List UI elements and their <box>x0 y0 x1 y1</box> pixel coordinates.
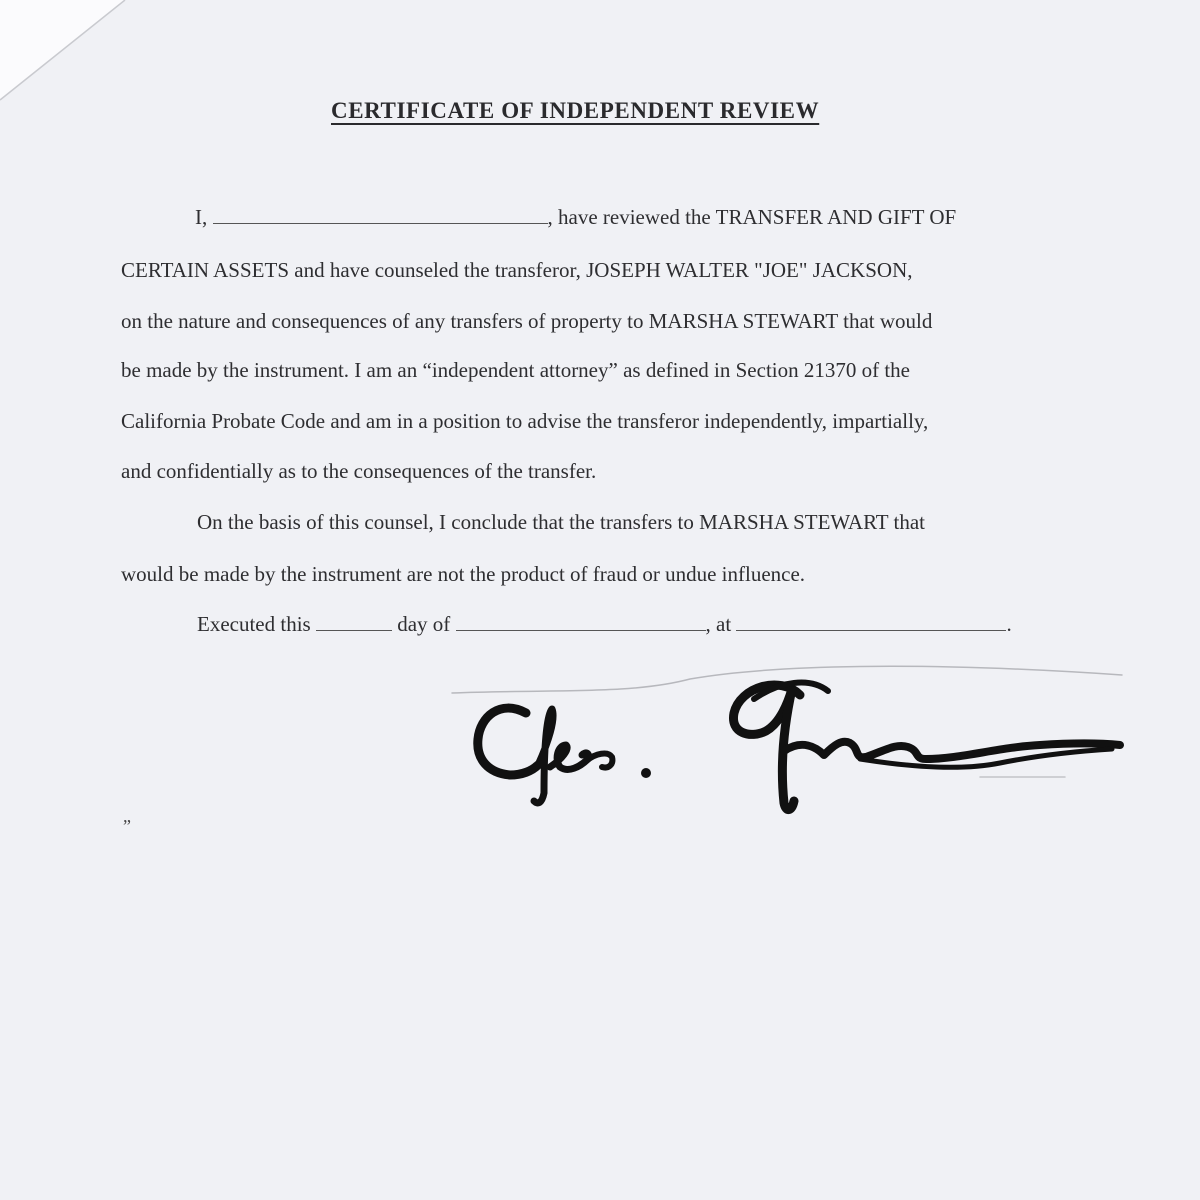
document-title: CERTIFICATE OF INDEPENDENT REVIEW <box>331 98 820 123</box>
paragraph-2-line-1: On the basis of this counsel, I conclude that the transfers to MARSHA STEWART that <box>197 510 925 534</box>
paragraph-1-line-3: on the nature and consequences of any transfers of property to MARSHA STEWART that would <box>121 309 933 333</box>
month-blank <box>456 612 706 631</box>
paragraph-2-line-2: would be made by the instrument are not the product of fraud or undue influence. <box>121 562 806 586</box>
paragraph-1-line-5: California Probate Code and am in a position to advise the transferor independently, impartially, <box>121 409 929 433</box>
handwritten-signature <box>440 655 1140 825</box>
paragraph-1-line-6: and confidentially as to the consequences of the transfer. <box>121 459 597 483</box>
reviewer-name-blank <box>213 205 548 224</box>
paragraph-1-line-1-rest: , have reviewed the TRANSFER AND GIFT OF <box>547 205 957 229</box>
paragraph-1-line-2: CERTAIN ASSETS and have counseled the transferor, JOSEPH WALTER "JOE" JACKSON, <box>121 258 913 282</box>
stray-quote-mark: ” <box>123 816 131 836</box>
executed-label: Executed this <box>197 612 311 636</box>
paragraph-1-line-1 <box>195 205 956 230</box>
at-label: , at <box>705 612 732 636</box>
execution-line <box>197 612 1012 637</box>
end-mark: . <box>1006 612 1012 636</box>
day-label: day of <box>397 612 451 636</box>
intro-text: I, <box>195 205 208 229</box>
day-blank <box>316 612 392 631</box>
location-blank <box>736 612 1006 631</box>
paragraph-1-line-4: be made by the instrument. I am an “independent attorney” as defined in Section 21370 of the <box>121 358 911 382</box>
